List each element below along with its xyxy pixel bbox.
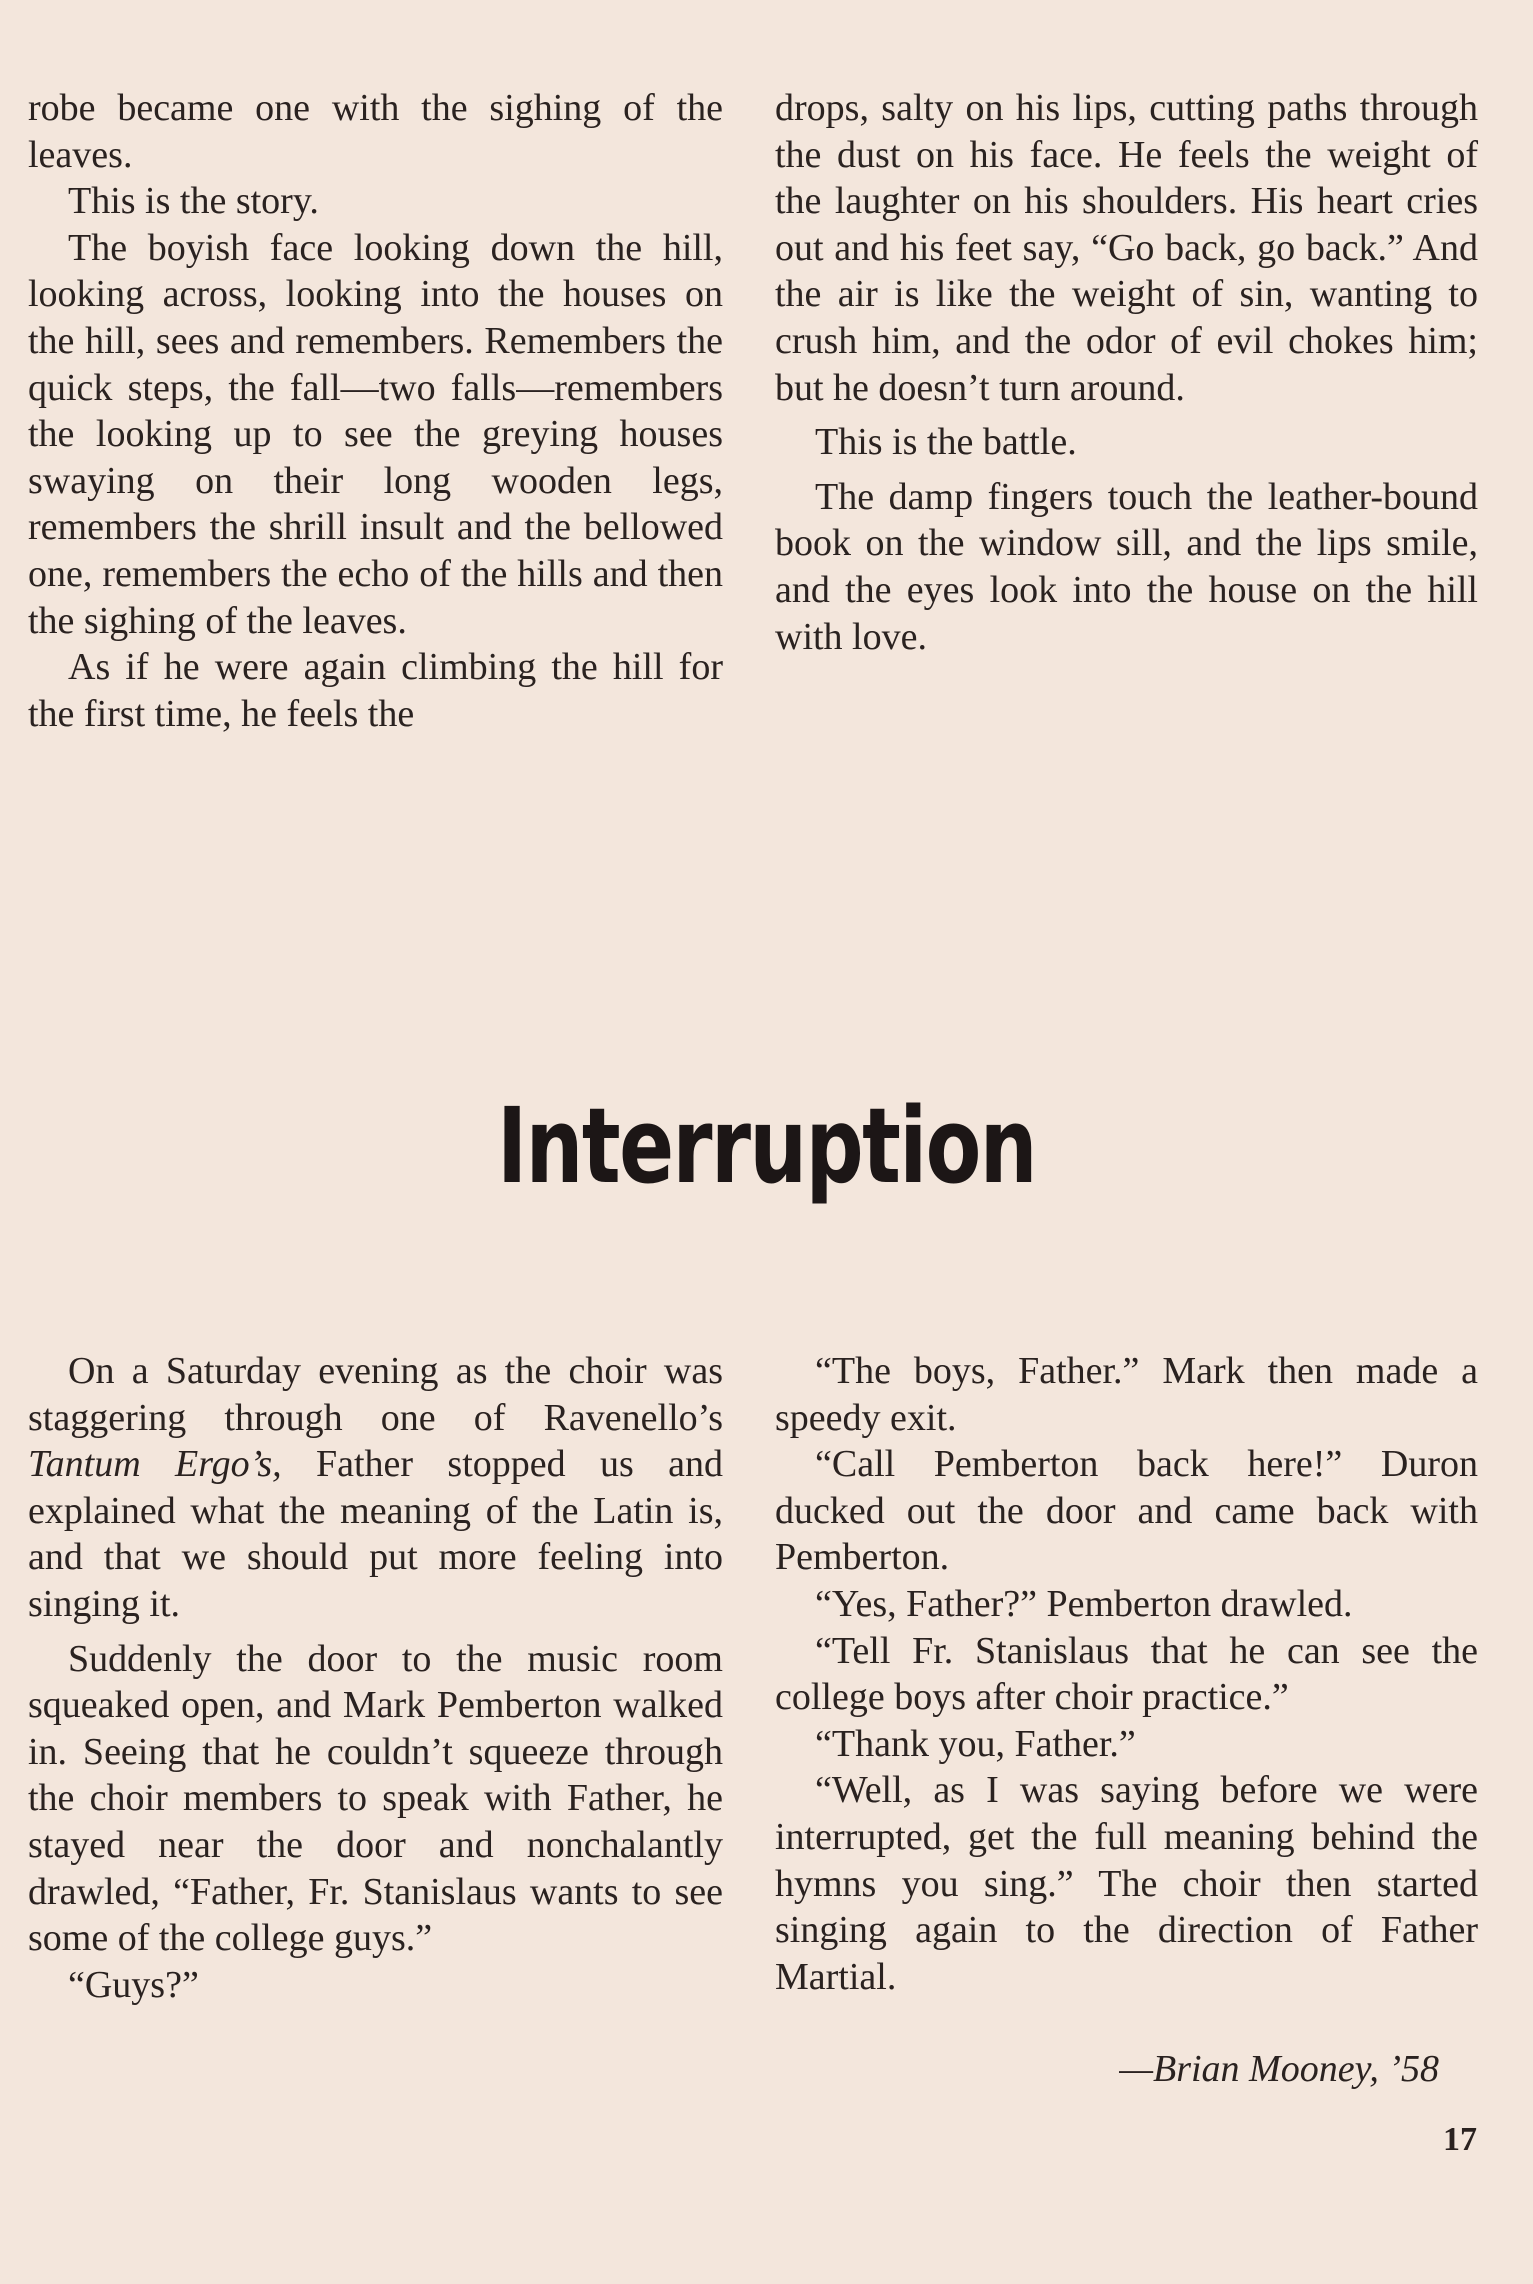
paragraph: drops, salty on his lips, cutting paths through the dust on his face. He feels the weight of the laughter on his shoulders. His heart cries out and his feet say, “Go back, go back.” And the air is like the weight of sin, wanting to crush him, and the odor of evil chokes him; but he doesn’t turn around. — [775, 87, 1478, 409]
paragraph: “Call Pemberton back here!” Duron ducked out the door and came back with Pemberton. — [775, 1443, 1478, 1579]
story-left-column — [28, 85, 723, 737]
page-number: 17 — [1443, 2121, 1477, 2158]
byline: —Brian Mooney, ’58 — [1119, 2048, 1439, 2090]
paragraph: This is the battle. — [815, 421, 1077, 464]
paragraph: “The boys, Father.” Mark then made a speedy exit. — [775, 1350, 1478, 1439]
paragraph: The boyish face looking down the hill, looking across, looking into the houses on the hill, sees and remembers. Remembers the quick steps, the fall—two falls—remembers the looking up to see the greying houses swaying on their long wooden legs, remembers the shrill insult and the bellowed one, remembers the echo of the hills and then the sighing of the leaves. — [28, 226, 723, 642]
article-title: Interruption — [497, 1085, 1036, 1207]
italic-title: Tantum Ergo’s, — [28, 1443, 282, 1486]
story-right-column — [775, 85, 1478, 660]
paragraph: Suddenly the door to the music room squeaked open, and Mark Pemberton walked in. Seeing that he couldn’t squeeze through the choir members to speak with Father, he stayed near the door and nonchalantly drawled, “Father, Fr. Stanislaus wants to see some of the college guys.” — [28, 1637, 723, 1960]
paragraph: This is the story. — [68, 180, 319, 223]
paragraph: “Guys?” — [68, 1963, 199, 2006]
paragraph-text: Father stopped us and explained what the meaning of the Latin is, and that we should put more feeling into singing it. — [28, 1443, 723, 1625]
paragraph-text: On a Saturday evening as the choir was staggering through one of Ravenello’s — [28, 1350, 723, 1439]
paragraph: “Yes, Father?” Pemberton drawled. — [815, 1582, 1353, 1625]
paragraph: As if he were again climbing the hill for the first time, he feels the — [28, 646, 723, 735]
paragraph: “Thank you, Father.” — [815, 1722, 1136, 1765]
article-right-column — [775, 1348, 1478, 2000]
paragraph — [28, 1348, 723, 1628]
paragraph: robe became one with the sighing of the leaves. — [28, 87, 723, 176]
article-left-column — [28, 1348, 723, 2008]
paragraph: “Well, as I was saying before we were interrupted, get the full meaning behind the hymns you sing.” The choir then started singing again to the direction of Father Martial. — [775, 1769, 1478, 1998]
paragraph: “Tell Fr. Stanislaus that he can see the college boys after choir practice.” — [775, 1629, 1478, 1719]
paragraph: The damp fingers touch the leather-bound book on the window sill, and the lips smile, and the eyes look into the house on the hill with love. — [775, 475, 1478, 658]
